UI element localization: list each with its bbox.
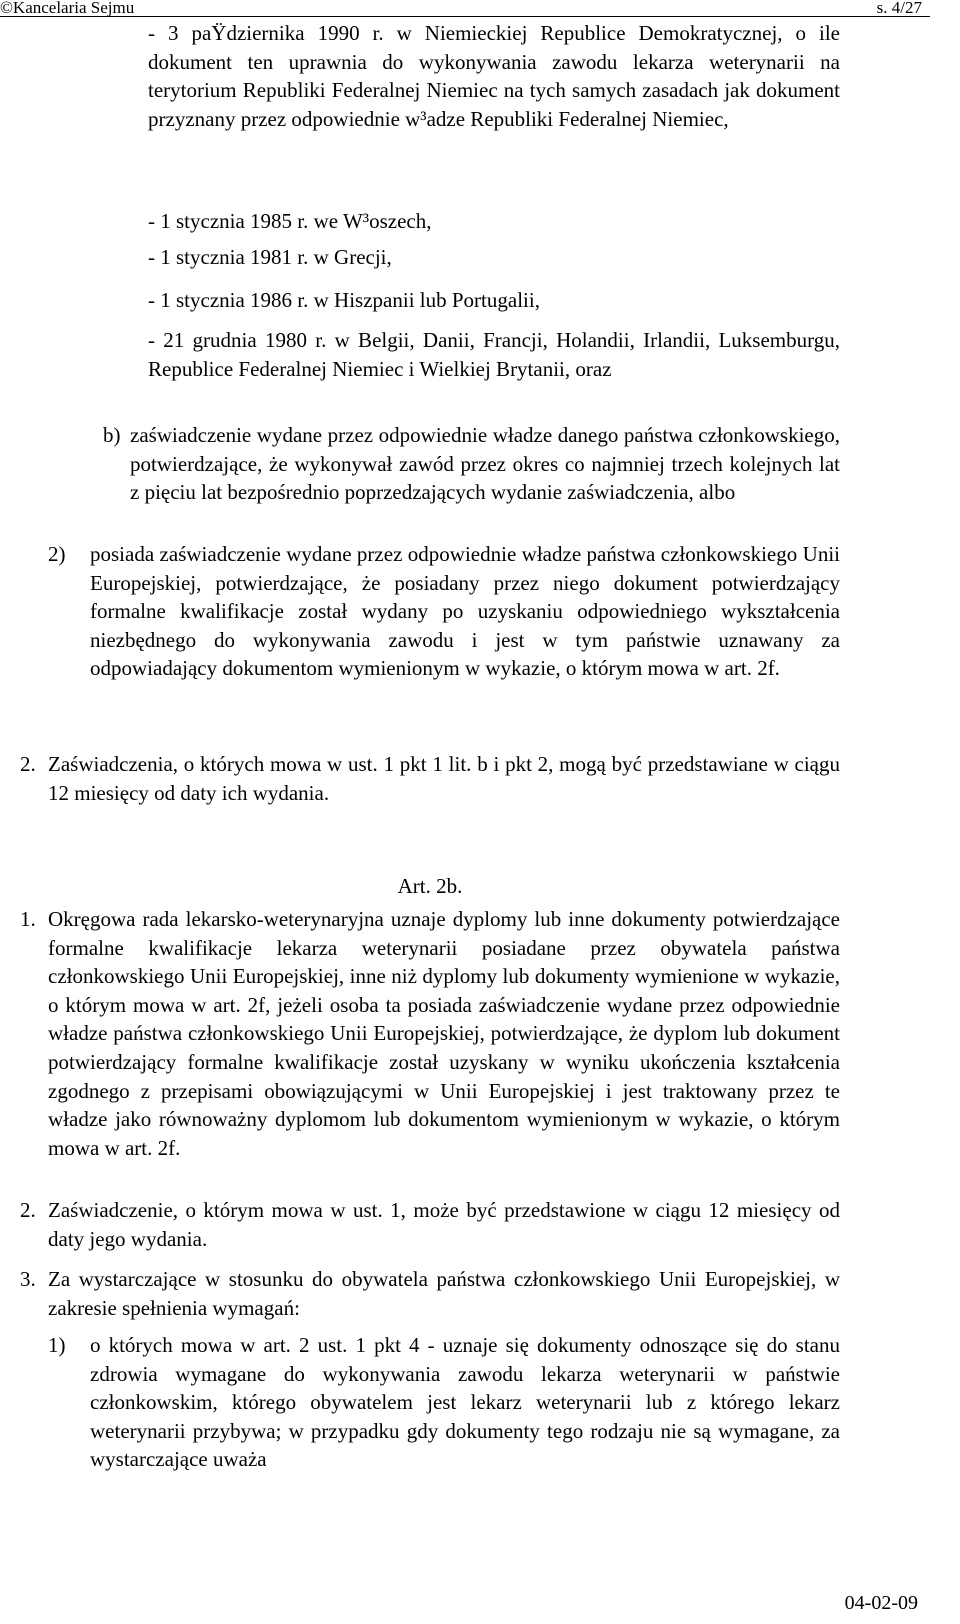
- art2b-ust1-label: 1.: [20, 907, 36, 931]
- list-item-date-1: - 3 paŸdziernika 1990 r. w Niemieckiej Republice Demokratycznej, o ile dokument ten uprawnia do wykonywania zawodu lekarza weterynarii na terytorium Republiki Federalnej Niemiec na tych samych zasadach jak dokument przyznany przez odpowiednie w³adze Republiki Federalnej Niemiec,: [148, 21, 840, 131]
- art2b-ust3-label: 3.: [20, 1267, 36, 1291]
- art2b-ust3-pkt1-label: 1): [48, 1333, 66, 1357]
- art2b-ust3-text: Za wystarczające w stosunku do obywatela państwa członkowskiego Unii Europejskiej, w zakresie spełnienia wymagań:: [48, 1267, 840, 1320]
- point-2-label: 2): [48, 542, 66, 566]
- list-item-date-3: - 1 stycznia 1981 r. w Grecji,: [148, 245, 392, 269]
- list-item-date-2: - 1 stycznia 1985 r. we W³oszech,: [148, 209, 432, 233]
- art2b-ust2-label: 2.: [20, 1198, 36, 1222]
- point-2-text: posiada zaświadczenie wydane przez odpowiednie władze państwa członkowskiego Unii Europejskiej, potwierdzające, że posiadany przez niego dokument potwierdzający formalne kwalifikacje został wydany po uzyskaniu odpowiedniego wykształcenia niezbędnego do wykonywania zawodu i jest w tym państwie uznawany za odpowiadający dokumentom wymienionym w wykazie, o którym mowa w art. 2f.: [90, 542, 840, 681]
- article-title: Art. 2b.: [397, 874, 463, 898]
- art2b-ust3-pkt1-text: o których mowa w art. 2 ust. 1 pkt 4 - uznaje się dokumenty odnoszące się do stanu zdrowia wymagane do wykonywania zawodu lekarza weterynarii w państwie członkowskim, którego obywatelem jest lekarz weterynarii lub z którego lekarz weterynarii przybywa; w przypadku gdy dokumenty tego rodzaju nie są wymagane, za wystarczające uważa: [90, 1333, 840, 1472]
- point-b-text: zaświadczenie wydane przez odpowiednie władze danego państwa członkowskiego, potwierdzające, że wykonywał zawód przez okres co najmniej trzech kolejnych lat z pięciu lat bezpośrednio poprzedzających wydanie zaświadczenia, albo: [130, 423, 840, 505]
- ust-2-label: 2.: [20, 752, 36, 776]
- art2b-ust2-text: Zaświadczenie, o którym mowa w ust. 1, może być przedstawione w ciągu 12 miesięcy od daty jego wydania.: [48, 1198, 840, 1251]
- header-divider: [0, 16, 930, 17]
- header-source: ©Kancelaria Sejmu: [0, 0, 135, 17]
- footer-date: 04-02-09: [844, 1592, 918, 1614]
- list-item-date-5: - 21 grudnia 1980 r. w Belgii, Danii, Francji, Holandii, Irlandii, Luksemburgu, Republice Federalnej Niemiec i Wielkiej Brytanii, oraz: [148, 328, 840, 381]
- list-item-date-4: - 1 stycznia 1986 r. w Hiszpanii lub Portugalii,: [148, 288, 540, 312]
- page-number: s. 4/27: [876, 0, 922, 17]
- point-b-label: b): [103, 423, 121, 447]
- ust-2-text: Zaświadczenia, o których mowa w ust. 1 pkt 1 lit. b i pkt 2, mogą być przedstawiane w ciągu 12 miesięcy od daty ich wydania.: [48, 752, 840, 805]
- art2b-ust1-text: Okręgowa rada lekarsko-weterynaryjna uznaje dyplomy lub inne dokumenty potwierdzające formalne kwalifikacje lekarza weterynarii posiadane przez obywatela państwa członkowskiego Unii Europejskiej, inne niż dyplomy lub dokumenty wymienione w wykazie, o którym mowa w art. 2f, jeżeli osoba ta posiada zaświadczenie wydane przez odpowiednie władze państwa członkowskiego Unii Europejskiej, potwierdzające, że dyplom lub dokument potwierdzający formalne kwalifikacje został uzyskany w wyniku ukończenia kształcenia zgodnego z przepisami obowiązującymi w Unii Europejskiej i jest traktowany przez te władze jako równoważny dyplomom lub dokumentom wymienionym w wykazie, o którym mowa w art. 2f.: [48, 907, 840, 1160]
